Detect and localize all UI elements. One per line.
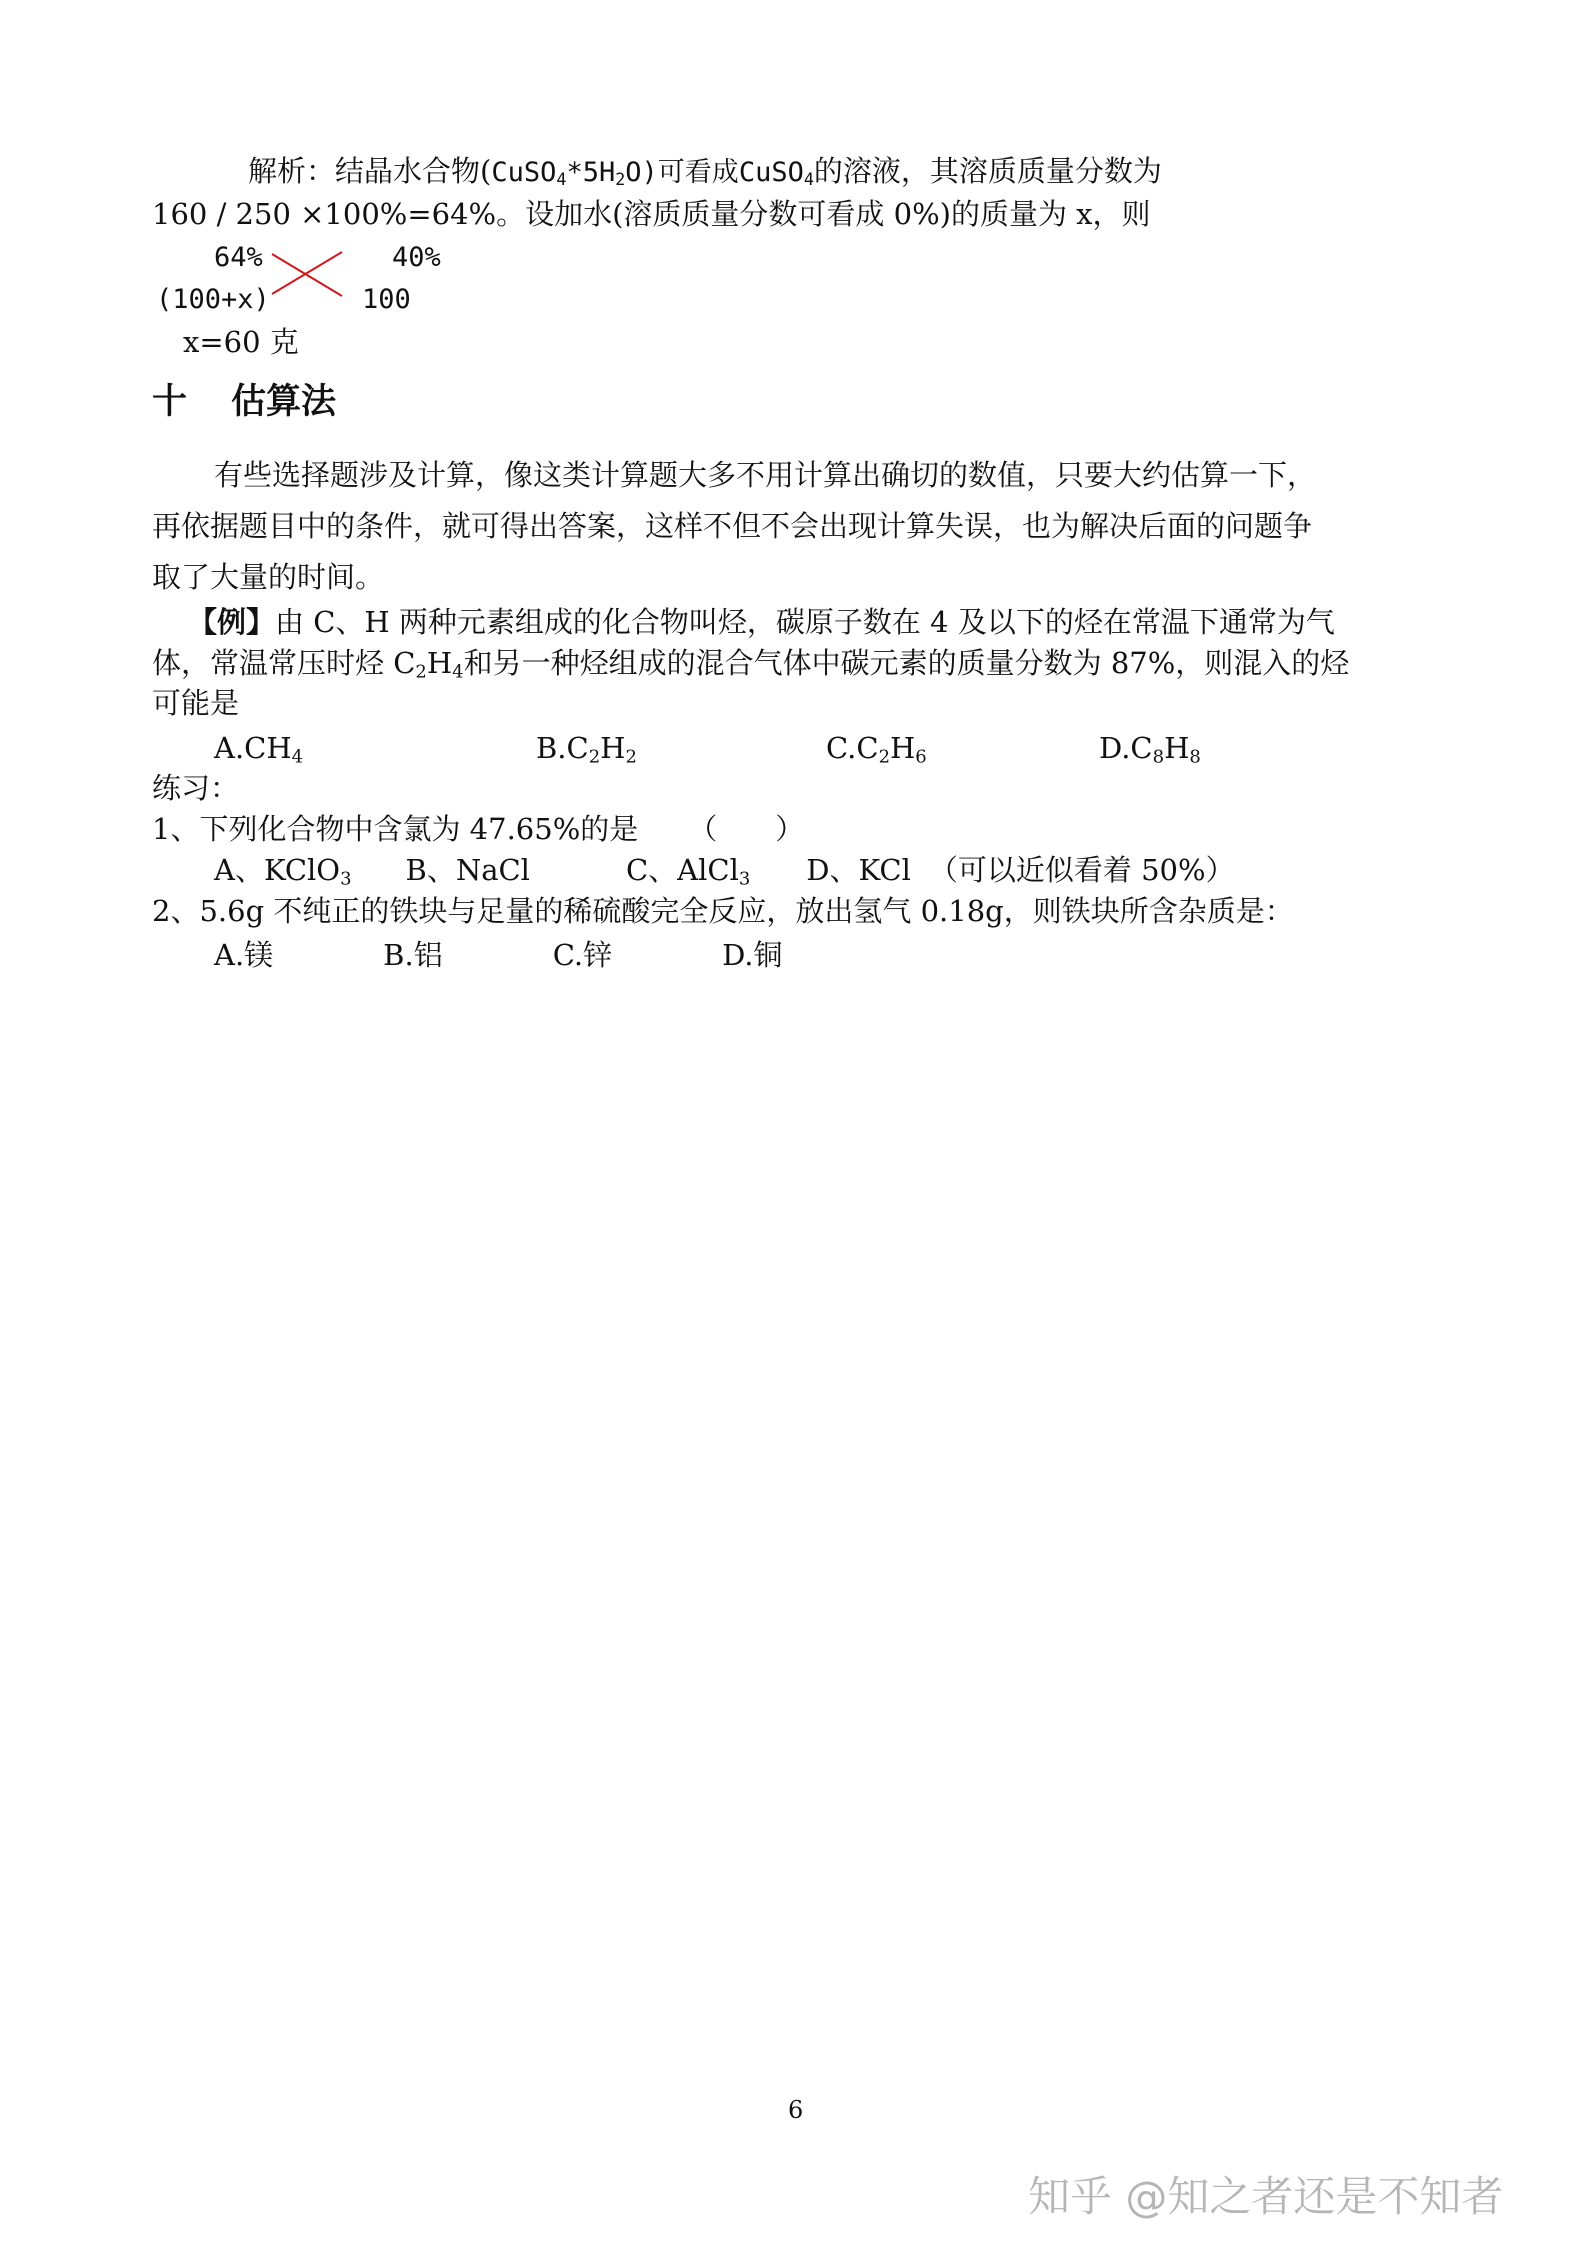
formula-subscript: 4 xyxy=(452,661,464,683)
example-line-2 xyxy=(152,646,1349,681)
cross-line-descending xyxy=(272,254,342,296)
option-text: H xyxy=(1164,731,1190,765)
cross-bottom-right: 100 xyxy=(362,284,411,315)
formula-subscript: 3 xyxy=(738,868,751,890)
example-text: 体，常温常压时烃 C xyxy=(152,646,416,680)
option-text: B.C xyxy=(536,731,589,765)
analysis-tail: 的溶液，其溶质质量分数为 xyxy=(813,154,1162,188)
formula-subscript: 8 xyxy=(1152,746,1165,768)
q1-option-c: C、AlCl xyxy=(625,853,739,887)
page-number: 6 xyxy=(788,2096,804,2124)
example-option-b xyxy=(536,731,637,766)
analysis-line-1 xyxy=(248,154,1162,189)
q1-text: 1、下列化合物中含氯为 47.65%的是 xyxy=(152,812,639,846)
example-text: H xyxy=(426,646,453,680)
section-heading xyxy=(152,381,336,423)
option-text: A.CH xyxy=(214,731,292,765)
example-line-3: 可能是 xyxy=(152,686,240,720)
practice-q2: 2、5.6g 不纯正的铁块与足量的稀硫酸完全反应，放出氢气 0.18g，则铁块所含杂质是： xyxy=(152,894,1294,928)
example-text: 和另一种烃组成的混合气体中碳元素的质量分数为 87%，则混入的烃 xyxy=(463,646,1350,680)
q1-option-d: D、KCl xyxy=(806,853,911,887)
q2-option-a: A.镁 xyxy=(214,938,274,972)
watermark: 知乎 @知之者还是不知者 xyxy=(1028,2172,1504,2221)
formula-subscript: 4 xyxy=(556,169,567,190)
cross-top-left: 64% xyxy=(214,242,263,273)
practice-q2-options xyxy=(214,938,783,973)
formula-subscript: 4 xyxy=(291,746,304,768)
formula-subscript: 8 xyxy=(1189,746,1201,768)
cross-lines xyxy=(268,248,348,300)
cross-line-ascending xyxy=(272,252,342,294)
q2-option-b: B.铝 xyxy=(383,938,443,972)
formula-subscript: 2 xyxy=(615,169,626,190)
formula-subscript: 2 xyxy=(878,746,890,768)
practice-label: 练习： xyxy=(152,771,240,805)
intro-line-3: 取了大量的时间。 xyxy=(152,560,385,594)
option-text: D.C xyxy=(1099,731,1153,765)
formula-part: CuSO xyxy=(738,157,804,188)
q1-option-b: B、NaCl xyxy=(405,853,530,887)
formula-subscript: 2 xyxy=(625,746,637,768)
formula-subscript: 2 xyxy=(415,661,427,683)
q2-option-c: C.锌 xyxy=(552,938,613,972)
cross-bottom-left: (100+x) xyxy=(156,284,270,315)
section-number: 十 xyxy=(152,382,188,422)
analysis-result: x=60 克 xyxy=(183,325,299,359)
intro-line-2: 再依据题目中的条件，就可得出答案，这样不但不会出现计算失误，也为解决后面的问题争 xyxy=(152,509,1313,543)
formula-part: CuSO xyxy=(491,157,557,188)
practice-q1 xyxy=(152,812,804,847)
intro-line-1: 有些选择题涉及计算，像这类计算题大多不用计算出确切的数值，只要大约估算一下， xyxy=(214,458,1317,492)
q2-option-d: D.铜 xyxy=(722,938,783,972)
example-option-a xyxy=(214,731,303,766)
q1-option-a: A、KClO xyxy=(214,853,341,887)
practice-q1-options xyxy=(214,853,1235,888)
analysis-label: 解析：结晶水合物( xyxy=(248,154,492,188)
formula-subscript: 3 xyxy=(340,868,352,890)
formula-cuso4-5h2o xyxy=(491,157,738,188)
formula-cuso4 xyxy=(739,157,814,188)
example-text: 由 C、H 两种元素组成的化合物叫烃，碳原子数在 4 及以下的烃在常温下通常为气 xyxy=(275,605,1335,639)
analysis-line-2: 160 / 250 ×100%=64%。设加水(溶质质量分数可看成 0%)的质量为 x，则 xyxy=(152,197,1151,231)
option-text: H xyxy=(600,731,626,765)
cross-top-right: 40% xyxy=(392,242,441,273)
formula-subscript: 4 xyxy=(803,169,814,190)
formula-part: O)可看成 xyxy=(625,157,739,188)
example-option-c xyxy=(826,731,927,766)
formula-subscript: 6 xyxy=(915,746,927,768)
section-title: 估算法 xyxy=(231,382,337,422)
example-line-1 xyxy=(188,605,1335,640)
q1-answer-blank: （ ） xyxy=(688,812,805,846)
q1-note: （可以近似看着 50%） xyxy=(928,853,1235,887)
example-option-d xyxy=(1099,731,1201,766)
formula-subscript: 2 xyxy=(588,746,601,768)
option-text: H xyxy=(890,731,916,765)
example-tag: 【例】 xyxy=(188,605,276,639)
formula-part: *5H xyxy=(566,157,616,188)
option-text: C.C xyxy=(826,731,879,765)
